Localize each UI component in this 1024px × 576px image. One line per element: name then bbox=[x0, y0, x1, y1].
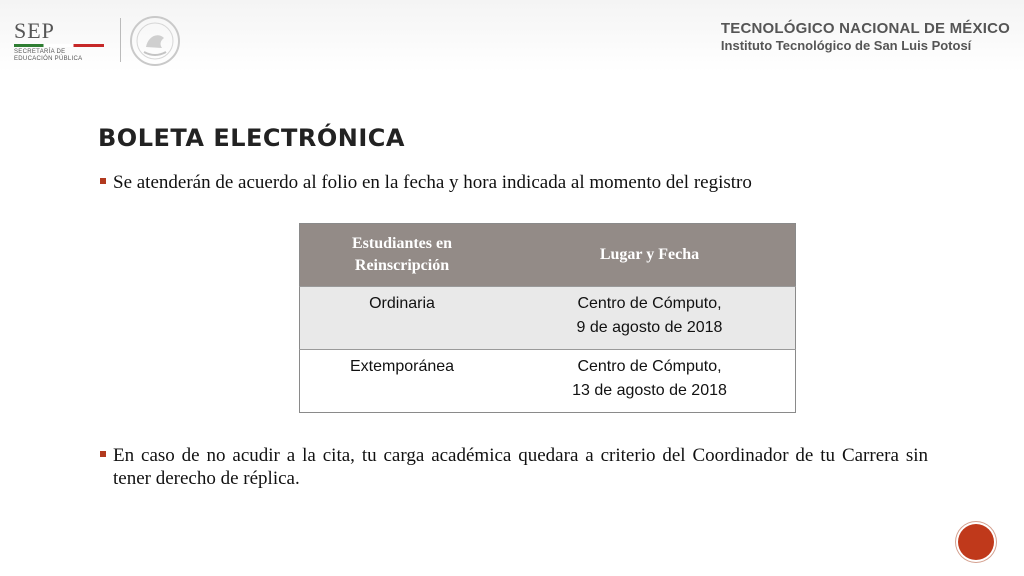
cell-place: Centro de Cómputo, bbox=[577, 358, 722, 375]
institution-header bbox=[721, 20, 1010, 53]
cell-place-date bbox=[504, 350, 796, 413]
cell-date: 9 de agosto de 2018 bbox=[576, 319, 723, 336]
bullet-marker-icon bbox=[100, 451, 106, 457]
bullet-marker-icon bbox=[100, 178, 106, 184]
table-header-row bbox=[300, 224, 796, 287]
bullet-text: Se atenderán de acuerdo al folio en la fecha y hora indicada al momento del registro bbox=[113, 172, 752, 193]
logo-divider bbox=[120, 18, 121, 62]
table-row bbox=[300, 287, 796, 350]
institution-name: TECNOLÓGICO NACIONAL DE MÉXICO bbox=[720, 20, 1010, 37]
sep-line-2: EDUCACIÓN PÚBLICA bbox=[14, 56, 83, 62]
cell-place-date bbox=[504, 287, 796, 350]
bullet-item bbox=[100, 444, 928, 490]
slide-title: BOLETA ELECTRÓNICA bbox=[98, 124, 405, 152]
cell-type: Extemporánea bbox=[300, 350, 505, 413]
bullet-text: En caso de no acudir a la cita, tu carga académica quedara a criterio del Coordinador de tu Carrera sin tener derecho de réplica. bbox=[113, 445, 928, 489]
header-place-date: Lugar y Fecha bbox=[504, 224, 796, 287]
cell-date: 13 de agosto de 2018 bbox=[572, 382, 727, 399]
sep-line-1: SECRETARÍA DE bbox=[14, 49, 66, 55]
national-seal-icon bbox=[128, 14, 182, 68]
table-row bbox=[300, 350, 796, 413]
sep-wordmark: SEP bbox=[14, 18, 55, 43]
sep-logo bbox=[14, 18, 106, 62]
sep-flag-bars bbox=[14, 44, 104, 47]
schedule-table bbox=[299, 223, 796, 413]
bullet-item bbox=[100, 171, 928, 194]
header-students: Estudiantes en Reinscripción bbox=[300, 224, 505, 287]
campus-name: Instituto Tecnológico de San Luis Potosí bbox=[720, 38, 972, 53]
slide-nav-button[interactable] bbox=[958, 524, 994, 560]
cell-type: Ordinaria bbox=[300, 287, 505, 350]
cell-place: Centro de Cómputo, bbox=[577, 295, 722, 312]
